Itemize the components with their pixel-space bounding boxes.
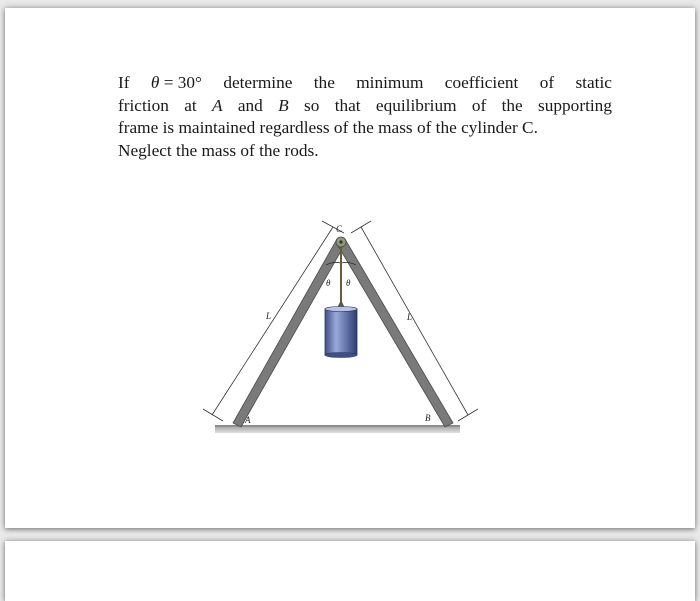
problem-line-3: frame is maintained regardless of the mass of the cylinder C.: [118, 118, 538, 137]
label-c: C: [336, 224, 343, 234]
problem-statement: [118, 72, 612, 162]
problem-line-1: If θ = 30° determine the minimum coefficient of static: [118, 72, 612, 95]
theta-symbol: θ = 30°: [150, 73, 202, 92]
problem-line-2: friction at A and B so that equilibrium of the supporting: [118, 95, 612, 115]
label-theta-right: θ: [346, 278, 351, 288]
dimension-l-right: [351, 221, 478, 421]
label-l-right: L: [407, 312, 413, 322]
next-document-page: [5, 541, 695, 601]
problem-line-4: Neglect the mass of the rods.: [118, 140, 319, 160]
pin-c-center: [339, 240, 342, 243]
label-theta-left: θ: [326, 278, 331, 288]
dimension-l-left: [203, 221, 344, 421]
cylinder-c: [325, 307, 357, 358]
label-l-left: L: [266, 311, 272, 321]
frame-diagram: [200, 212, 500, 442]
label-a: A: [245, 415, 251, 425]
label-b: B: [425, 413, 431, 423]
